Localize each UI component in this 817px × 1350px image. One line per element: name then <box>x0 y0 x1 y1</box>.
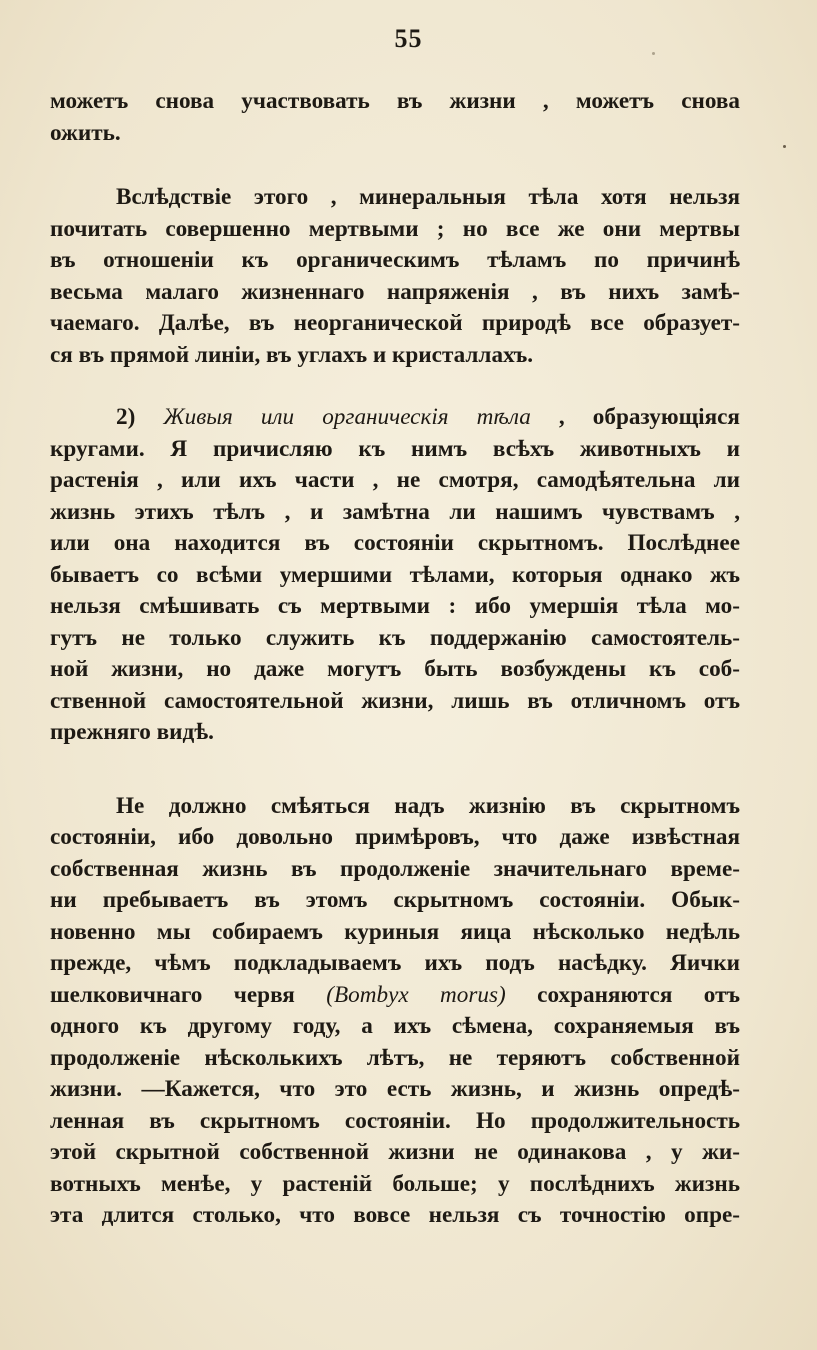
text-line: ственной самостоятельной жизни, лишь въ отличномъ отъ <box>50 687 740 714</box>
text-line: вотныхъ менѣе, у растеній больше; у послѣднихъ жизнь <box>50 1170 740 1197</box>
text-line: гутъ не только служить къ поддержанію самостоятель- <box>50 624 740 651</box>
text-span: 2) <box>116 404 164 430</box>
text-span: сохраняются отъ <box>505 981 740 1008</box>
paragraph-3 <box>50 402 740 749</box>
text-line: этой скрытной собственной жизни не одинакова , у жи- <box>50 1139 740 1165</box>
text-line: растенія , или ихъ части , не смотря, самодѣятельна ли <box>50 467 740 493</box>
italic-term: Живыя или органическія тѣла <box>163 404 531 430</box>
text-line: эта длится столько, что вовсе нельзя съ точностію опре- <box>50 1202 740 1228</box>
text-line: ожить. <box>50 119 121 146</box>
paper-speck <box>652 52 655 55</box>
text-line: прежде, чѣмъ подкладываемъ ихъ подъ насѣдку. Яички <box>50 950 740 976</box>
text-line: почитать совершенно мертвыми ; но все же они мертвы <box>50 215 740 242</box>
text-line: ся въ прямой линіи, въ углахъ и кристаллахъ. <box>50 341 534 368</box>
paper-speck <box>783 145 786 148</box>
text-line-with-italic <box>50 980 740 1012</box>
text-line: весьма малаго жизненнаго напряженія , въ нихъ замѣ- <box>50 278 740 305</box>
text-line: собственная жизнь въ продолженіе значительнаго време- <box>50 855 740 882</box>
text-line: бываетъ со всѣми умершими тѣлами, которыя однако жъ <box>50 561 740 588</box>
paragraph-2 <box>50 182 740 371</box>
text-line: Не должно смѣяться надъ жизнію въ скрытномъ <box>116 792 740 819</box>
text-line: нельзя смѣшивать съ мертвыми : ибо умершія тѣла мо- <box>50 593 740 619</box>
text-span: шелковичнаго червя <box>50 981 327 1008</box>
paragraph-4 <box>50 791 740 1232</box>
text-line: чаемаго. Далѣе, въ неорганической природѣ все образует- <box>50 310 740 336</box>
text-line-with-italic <box>50 402 740 434</box>
text-line: состояніи, ибо довольно примѣровъ, что даже извѣстная <box>50 824 740 850</box>
page-body <box>50 86 740 1232</box>
text-line: ной жизни, но даже могутъ быть возбуждены къ соб- <box>50 656 740 682</box>
text-line: или она находится въ состояніи скрытномъ. Послѣднее <box>50 530 740 556</box>
paragraph-1 <box>50 86 740 149</box>
text-line: одного къ другому году, а ихъ сѣмена, сохраняемыя въ <box>50 1013 740 1039</box>
text-line: прежняго видѣ. <box>50 719 214 745</box>
text-line: въ отношеніи къ органическимъ тѣламъ по причинѣ <box>50 247 740 273</box>
page-number: 55 <box>394 24 423 53</box>
text-line: жизнь этихъ тѣлъ , и замѣтна ли нашимъ чувствамъ , <box>50 498 740 525</box>
text-line: новенно мы собираемъ куриныя яица нѣсколько недѣль <box>50 918 740 945</box>
text-line: жизни. —Кажется, что это есть жизнь, и жизнь опредѣ- <box>50 1076 740 1102</box>
text-line: ленная въ скрытномъ состояніи. Но продолжительность <box>50 1107 740 1134</box>
text-line: Вслѣдствіе этого , минеральныя тѣла хотя нельзя <box>116 184 740 210</box>
text-span: , образующіяся <box>530 404 740 430</box>
text-line: ни пребываетъ въ этомъ скрытномъ состояніи. Обык- <box>50 887 740 913</box>
text-line: кругами. Я причисляю къ нимъ всѣхъ животныхъ и <box>50 435 740 462</box>
italic-latin-name: (Bombyx morus) <box>326 981 506 1008</box>
text-line: продолженіе нѣсколькихъ лѣтъ, не теряютъ собственной <box>50 1044 740 1071</box>
text-line: можетъ снова участвовать въ жизни , можетъ снова <box>50 88 740 114</box>
